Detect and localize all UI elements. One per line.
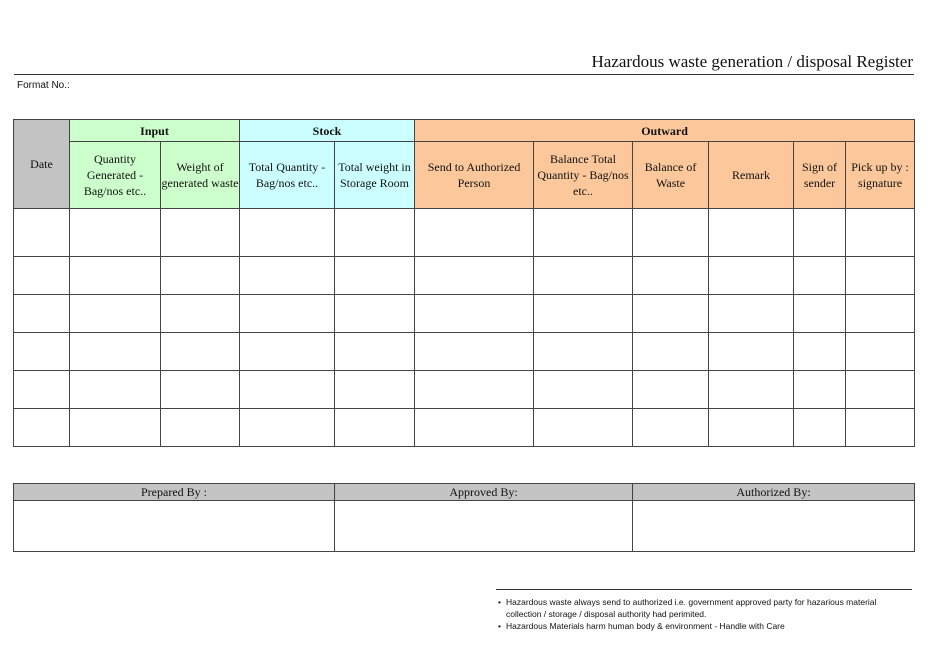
table-cell[interactable] [14, 409, 70, 447]
send-authorized-header: Send to Authorized Person [415, 142, 534, 209]
approved-by-label: Approved By: [335, 484, 633, 501]
note-item: • Hazardous waste always send to authorized i.e. government approved party for hazarious material collection / storage / disposal authority had perimited. [498, 596, 913, 620]
table-cell[interactable] [70, 371, 161, 409]
pickup-signature-header: Pick up by : signature [846, 142, 915, 209]
table-cell[interactable] [335, 257, 415, 295]
table-cell[interactable] [846, 333, 915, 371]
table-cell[interactable] [14, 333, 70, 371]
table-row [14, 333, 915, 371]
table-cell[interactable] [633, 333, 709, 371]
table-cell[interactable] [161, 257, 240, 295]
table-cell[interactable] [14, 295, 70, 333]
quantity-generated-header: Quantity Generated - Bag/nos etc.. [70, 142, 161, 209]
table-cell[interactable] [534, 295, 633, 333]
table-cell[interactable] [633, 295, 709, 333]
authorized-by-label: Authorized By: [633, 484, 915, 501]
notes-divider [496, 589, 912, 590]
table-cell[interactable] [240, 333, 335, 371]
table-cell[interactable] [415, 333, 534, 371]
table-cell[interactable] [70, 409, 161, 447]
table-cell[interactable] [161, 333, 240, 371]
prepared-by-signature-box[interactable] [14, 501, 335, 552]
table-cell[interactable] [335, 409, 415, 447]
table-cell[interactable] [633, 409, 709, 447]
table-cell[interactable] [415, 371, 534, 409]
table-cell[interactable] [161, 409, 240, 447]
table-cell[interactable] [846, 409, 915, 447]
register-table [13, 119, 915, 447]
table-cell[interactable] [70, 333, 161, 371]
table-cell[interactable] [794, 409, 846, 447]
table-cell[interactable] [415, 409, 534, 447]
table-cell[interactable] [709, 333, 794, 371]
table-cell[interactable] [709, 295, 794, 333]
title-divider [14, 74, 914, 75]
table-cell[interactable] [534, 409, 633, 447]
note-item: • Hazardous Materials harm human body & environment - Handle with Care [498, 620, 913, 632]
table-cell[interactable] [846, 257, 915, 295]
table-row [14, 409, 915, 447]
table-cell[interactable] [161, 295, 240, 333]
table-cell[interactable] [161, 209, 240, 257]
table-cell[interactable] [794, 257, 846, 295]
table-row [14, 295, 915, 333]
signature-table [13, 483, 915, 552]
table-cell[interactable] [794, 371, 846, 409]
table-cell[interactable] [534, 333, 633, 371]
table-cell[interactable] [14, 371, 70, 409]
table-cell[interactable] [240, 209, 335, 257]
input-group-header: Input [70, 120, 240, 142]
table-cell[interactable] [534, 257, 633, 295]
table-cell[interactable] [794, 295, 846, 333]
table-cell[interactable] [633, 371, 709, 409]
table-cell[interactable] [709, 209, 794, 257]
table-cell[interactable] [240, 295, 335, 333]
outward-group-header: Outward [415, 120, 915, 142]
notes [498, 596, 913, 632]
balance-total-quantity-header: Balance Total Quantity - Bag/nos etc.. [534, 142, 633, 209]
balance-waste-header: Balance of Waste [633, 142, 709, 209]
approved-by-signature-box[interactable] [335, 501, 633, 552]
table-cell[interactable] [633, 209, 709, 257]
table-cell[interactable] [534, 371, 633, 409]
total-quantity-header: Total Quantity - Bag/nos etc.. [240, 142, 335, 209]
table-cell[interactable] [415, 257, 534, 295]
table-cell[interactable] [415, 209, 534, 257]
format-number-label: Format No.: [17, 80, 70, 91]
table-cell[interactable] [14, 209, 70, 257]
table-cell[interactable] [794, 333, 846, 371]
table-cell[interactable] [846, 371, 915, 409]
table-cell[interactable] [846, 295, 915, 333]
stock-group-header: Stock [240, 120, 415, 142]
table-cell[interactable] [70, 257, 161, 295]
remark-header: Remark [709, 142, 794, 209]
table-row [14, 371, 915, 409]
table-cell[interactable] [335, 295, 415, 333]
authorized-by-signature-box[interactable] [633, 501, 915, 552]
date-header: Date [14, 120, 70, 209]
table-cell[interactable] [14, 257, 70, 295]
table-cell[interactable] [161, 371, 240, 409]
table-cell[interactable] [794, 209, 846, 257]
prepared-by-label: Prepared By : [14, 484, 335, 501]
table-cell[interactable] [335, 209, 415, 257]
table-cell[interactable] [633, 257, 709, 295]
table-cell[interactable] [415, 295, 534, 333]
weight-generated-header: Weight of generated waste [161, 142, 240, 209]
table-cell[interactable] [534, 209, 633, 257]
table-cell[interactable] [240, 257, 335, 295]
table-cell[interactable] [240, 371, 335, 409]
table-cell[interactable] [335, 333, 415, 371]
page-title: Hazardous waste generation / disposal Register [591, 52, 913, 71]
total-weight-storage-header: Total weight in Storage Room [335, 142, 415, 209]
table-cell[interactable] [70, 295, 161, 333]
table-cell[interactable] [240, 409, 335, 447]
table-cell[interactable] [70, 209, 161, 257]
table-cell[interactable] [709, 257, 794, 295]
table-row [14, 209, 915, 257]
table-cell[interactable] [335, 371, 415, 409]
table-cell[interactable] [846, 209, 915, 257]
table-cell[interactable] [709, 409, 794, 447]
sign-sender-header: Sign of sender [794, 142, 846, 209]
table-row [14, 257, 915, 295]
table-cell[interactable] [709, 371, 794, 409]
